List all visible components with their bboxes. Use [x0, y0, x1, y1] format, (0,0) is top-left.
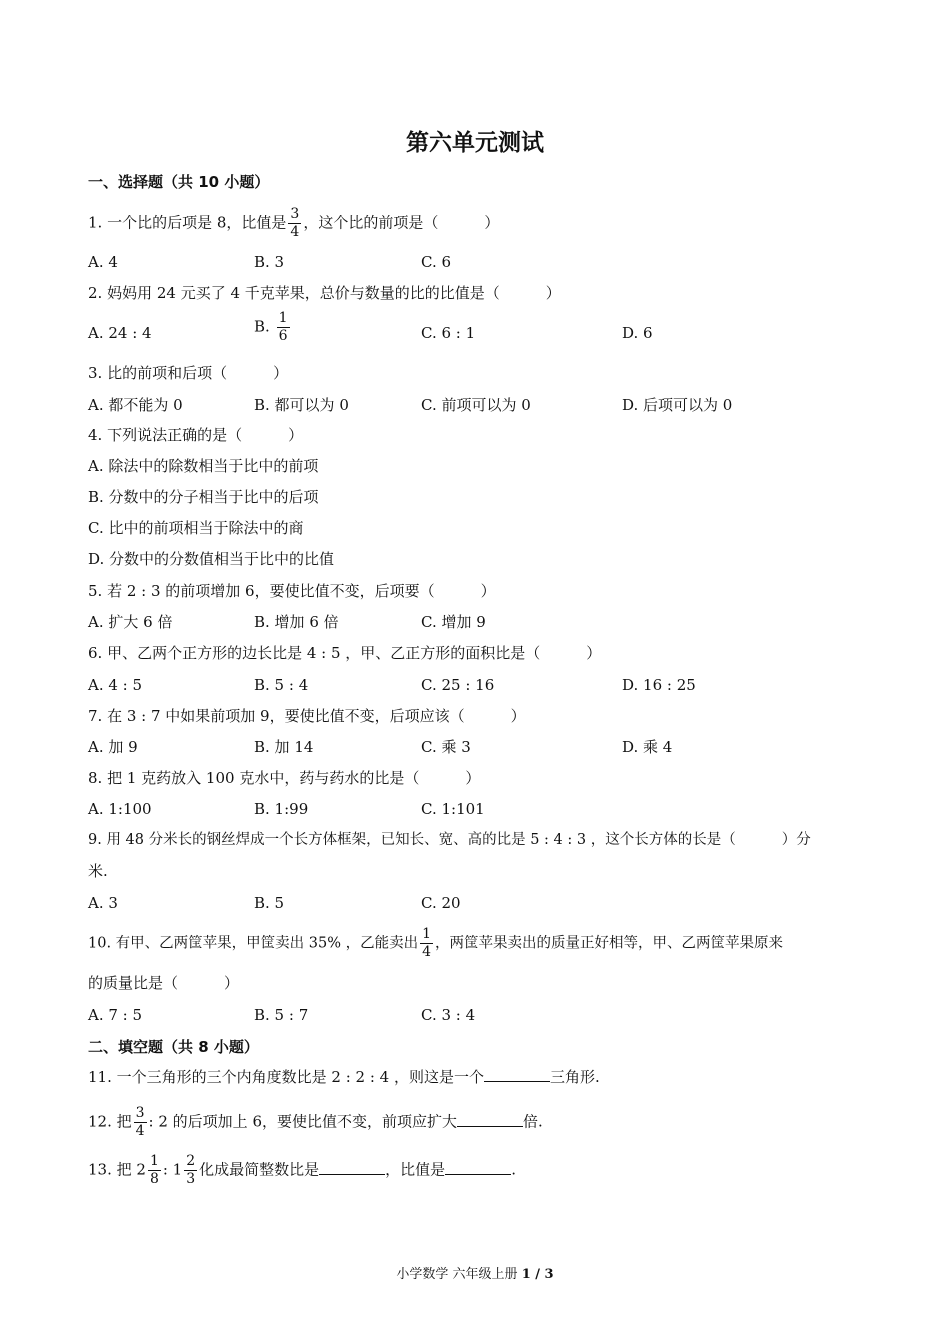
option-a: A. 1:100 [88, 800, 152, 818]
question-11: 11. 一个三角形的三个内角度数比是 2 : 2 : 4 ，则这是一个 三角形. [88, 1068, 600, 1086]
question-8: 8. 把 1 克药放入 100 克水中，药与药水的比是（ ） [88, 769, 481, 787]
option-c: C. 6 : 1 [421, 324, 476, 342]
option-c: C. 比中的前项相当于除法中的商 [88, 519, 304, 537]
answer-blank [457, 1112, 523, 1127]
question-1-options [88, 251, 888, 273]
question-5: 5. 若 2 : 3 的前项增加 6，要使比值不变，后项要（ ） [88, 582, 496, 600]
question-9-options [88, 892, 888, 914]
option-c: C. 1:101 [421, 800, 485, 818]
question-10-continued: 的质量比是（ ） [88, 974, 240, 992]
option-d: D. 6 [622, 324, 653, 342]
option-d: D. 分数中的分数值相当于比中的比值 [88, 550, 335, 568]
question-6: 6. 甲、乙两个正方形的边长比是 4 : 5 ，甲、乙正方形的面积比是（ ） [88, 644, 602, 662]
question-12: 12. 把 $\frac{3}{4}$ : 2 的后项加上 6，要使比值不变，前项应扩大 倍. [88, 1105, 543, 1139]
option-b: B. 增加 6 倍 [254, 613, 339, 631]
question-7-options [88, 736, 888, 758]
option-a: A. 24 : 4 [88, 324, 152, 342]
question-3: 3. 比的前项和后项（ ） [88, 364, 289, 382]
option-a: A. 7 : 5 [88, 1006, 143, 1024]
option-a: A. 都不能为 0 [88, 396, 183, 414]
question-9-continued: 米. [88, 862, 108, 880]
section-heading-choice: 一、选择题（共 10 小题） [88, 173, 270, 191]
fraction: $\frac{1}{8}$ [149, 1153, 159, 1187]
option-b: B. 3 [254, 253, 285, 271]
option-b: B. 1:99 [254, 800, 309, 818]
option-a: A. 4 [88, 253, 118, 271]
fraction: $\frac{2}{3}$ [186, 1153, 196, 1187]
option-b: B. 5 : 7 [254, 1006, 309, 1024]
question-1: 1. 一个比的后项是 8，比值是 $\frac{3}{4}$ ，这个比的前项是（ ） [88, 206, 500, 240]
option-c: C. 乘 3 [421, 738, 471, 756]
option-a: A. 除法中的除数相当于比中的前项 [88, 457, 319, 475]
question-4: 4. 下列说法正确的是（ ） [88, 426, 304, 444]
question-13: 13. 把 2 $\frac{1}{8}$ : 1 $\frac{2}{3}$ 化成最简整数比是 ，比值是 . [88, 1153, 516, 1187]
option-b: B. 都可以为 0 [254, 396, 349, 414]
question-6-options [88, 674, 888, 696]
option-c: C. 增加 9 [421, 613, 486, 631]
question-10: 10. 有甲、乙两筐苹果，甲筐卖出 35% ，乙能卖出 $\frac{1}{4}$ ，两筐苹果卖出的质量正好相等，甲、乙两筐苹果原来 [88, 926, 784, 960]
option-c: C. 20 [421, 894, 461, 912]
option-c: C. 前项可以为 0 [421, 396, 531, 414]
question-10-options [88, 1004, 888, 1026]
option-d: D. 后项可以为 0 [622, 396, 733, 414]
option-b: B. 分数中的分子相当于比中的后项 [88, 488, 319, 506]
question-9: 9. 用 48 分米长的钢丝焊成一个长方体框架，已知长、宽、高的比是 5 : 4 : 3 ，这个长方体的长是（ ）分 [88, 832, 811, 848]
fraction: $\frac{3}{4}$ [290, 206, 300, 240]
option-c: C. 25 : 16 [421, 676, 495, 694]
option-d: D. 16 : 25 [622, 676, 696, 694]
option-b: B. $\frac{1}{6}$ [254, 310, 288, 344]
option-b: B. 5 [254, 894, 285, 912]
option-a: A. 3 [88, 894, 118, 912]
option-c: C. 6 [421, 253, 452, 271]
option-a: A. 4 : 5 [88, 676, 143, 694]
question-7: 7. 在 3 : 7 中如果前项加 9，要使比值不变，后项应该（ ） [88, 707, 526, 725]
option-a: A. 加 9 [88, 738, 138, 756]
question-2: 2. 妈妈用 24 元买了 4 千克苹果，总价与数量的比的比值是（ ） [88, 284, 561, 302]
fraction: $\frac{1}{6}$ [278, 310, 288, 344]
answer-blank [445, 1160, 511, 1175]
question-5-options [88, 611, 888, 633]
fraction: $\frac{1}{4}$ [422, 926, 432, 960]
option-b: B. 加 14 [254, 738, 314, 756]
option-d: D. 乘 4 [622, 738, 673, 756]
page-number: 1 / 3 [521, 1267, 554, 1282]
page-footer: 小学数学 六年级上册 1 / 3 [396, 1267, 554, 1282]
fraction: $\frac{3}{4}$ [135, 1105, 145, 1139]
question-2-options [88, 310, 888, 344]
question-8-options [88, 798, 888, 820]
section-heading-fill: 二、填空题（共 8 小题） [88, 1038, 259, 1056]
option-c: C. 3 : 4 [421, 1006, 476, 1024]
answer-blank [319, 1160, 385, 1175]
option-b: B. 5 : 4 [254, 676, 309, 694]
page-title: 第六单元测试 [406, 130, 544, 156]
question-3-options [88, 394, 888, 416]
answer-blank [484, 1067, 550, 1082]
option-a: A. 扩大 6 倍 [88, 613, 173, 631]
